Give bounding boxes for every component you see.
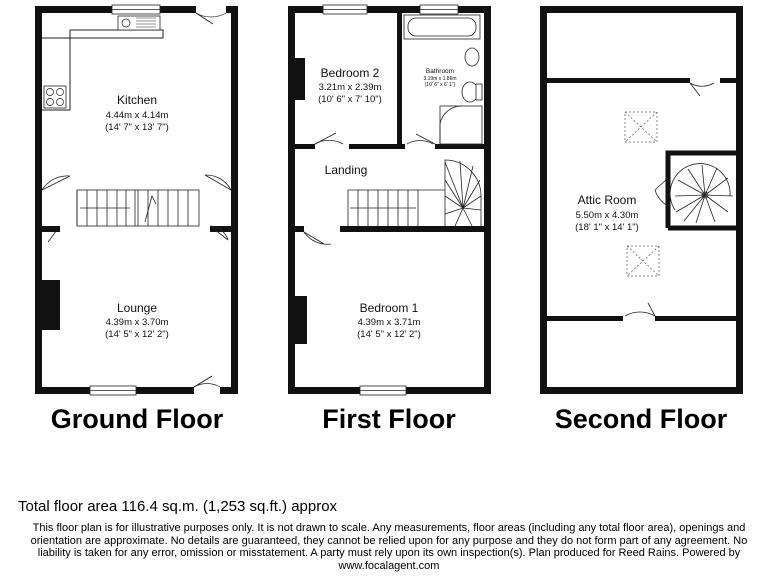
second-floor-title: Second Floor [554, 404, 728, 434]
bedroom2-chimney-breast [295, 58, 305, 100]
lounge-label: Lounge [116, 301, 158, 315]
bathroom-window [420, 5, 458, 14]
bedroom1-chimney-breast [295, 296, 307, 344]
bedroom1-metric: 4.39m x 3.71m [357, 317, 421, 328]
attic-imperial: (18' 1" x 14' 1") [575, 222, 639, 233]
bathroom-imperial: (10' 6" x 6' 1") [424, 82, 456, 88]
bathroom-metric: 3.19m x 1.86m [423, 76, 457, 82]
landing-label: Landing [324, 163, 368, 177]
attic-label: Attic Room [577, 193, 637, 207]
bedroom2-metric: 3.21m x 2.39m [318, 82, 382, 93]
kitchen-label: Kitchen [116, 93, 158, 107]
total-floor-area: Total floor area 116.4 sq.m. (1,253 sq.ft.) approx [18, 498, 338, 515]
bedroom2-window [323, 5, 367, 14]
kitchen-metric: 4.44m x 4.14m [105, 110, 169, 121]
kitchen-imperial: (14' 7" x 13' 7") [105, 122, 169, 133]
washbasin-icon [465, 48, 479, 66]
kitchen-sink [118, 16, 160, 30]
bedroom1-window [360, 386, 406, 395]
bedroom1-imperial: (14' 5" x 12' 2") [357, 329, 421, 340]
bathroom-label: Bathroom [425, 68, 455, 75]
lounge-chimney-breast [42, 280, 60, 330]
attic-metric: 5.50m x 4.30m [575, 210, 639, 221]
lounge-imperial: (14' 5" x 12' 2") [105, 329, 169, 340]
ground-floor-staircase [77, 190, 199, 226]
first-floor-title: First Floor [322, 404, 456, 434]
kitchen-window [112, 5, 160, 14]
disclaimer-text: This floor plan is for illustrative purposes only. It is not drawn to scale. Any measurements, floor areas (including any total floor area), openings and orientation are approximate. No details are guaranteed, they cannot be relied upon for any purpose and they do not form part of any agreement. No liability is taken for any error, omission or misstatement. A party must rely upon its own inspection(s). Plan produced for Reed Rains. Powered by www.focalagent.com [30, 522, 748, 572]
lounge-window [90, 386, 136, 395]
lounge-metric: 4.39m x 3.70m [105, 317, 169, 328]
bedroom2-imperial: (10' 6" x 7' 10") [318, 94, 382, 105]
kitchen-hob [44, 86, 66, 108]
bedroom2-label: Bedroom 2 [320, 66, 380, 80]
ground-floor-plan [35, 5, 238, 395]
first-floor-plan [288, 5, 491, 395]
second-floor-plan [540, 6, 743, 394]
ground-floor-title: Ground Floor [50, 404, 224, 434]
bedroom1-label: Bedroom 1 [359, 301, 419, 315]
